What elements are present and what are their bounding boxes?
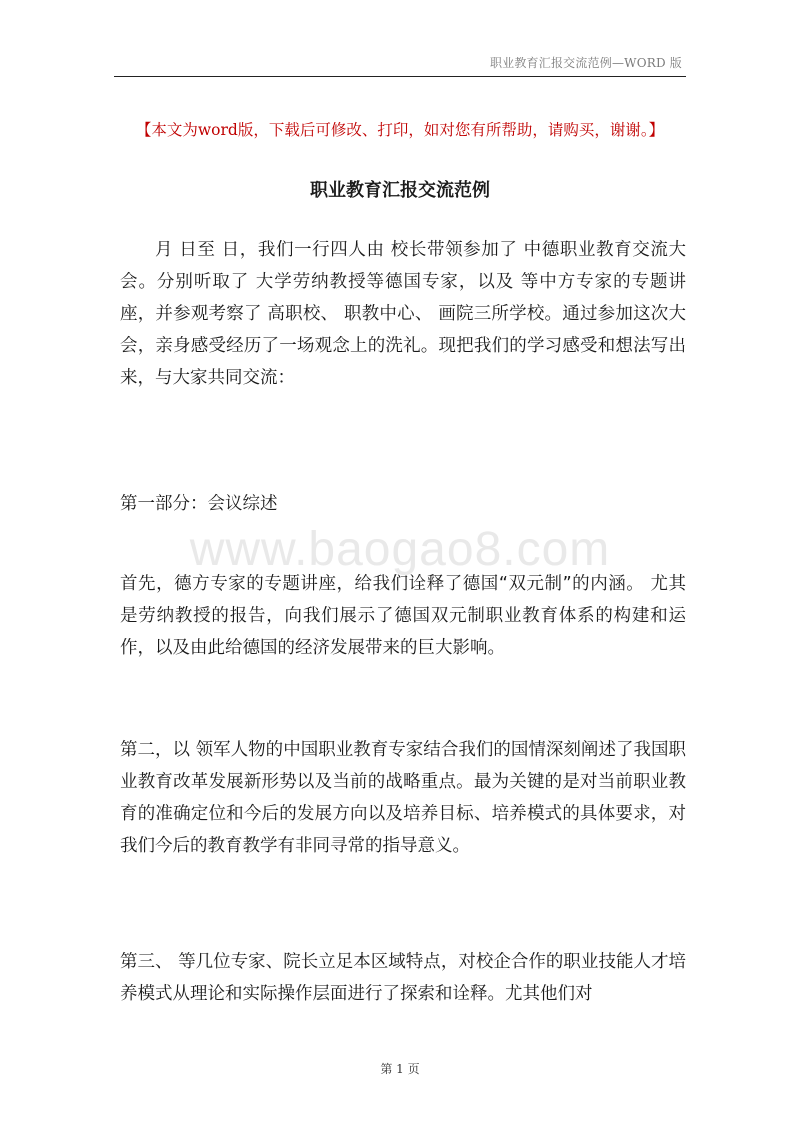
running-header: 职业教育汇报交流范例—WORD 版 <box>489 56 682 70</box>
paragraph-first: 首先，德方专家的专题讲座，给我们诠释了德国“双元制”的内涵。 尤其是劳纳教授的报告，向我们展示了德国双元制职业教育体系的构建和运作，以及由此给德国的经济发展带来的巨大影响。 <box>120 574 686 658</box>
download-notice: 【本文为word版，下载后可修改、打印，如对您有所帮助，请购买，谢谢。】 <box>135 121 665 139</box>
paragraph-third: 第三、 等几位专家、院长立足本区域特点，对校企合作的职业技能人才培养模式从理论和实际操作层面进行了探索和诠释。尤其他们对 <box>120 952 686 1004</box>
document-title: 职业教育汇报交流范例 <box>310 180 490 201</box>
page-number: 第 1 页 <box>380 1062 420 1076</box>
section-heading: 第一部分：会议综述 <box>120 494 278 514</box>
paragraph-intro: 月 日至 日，我们一行四人由 校长带领参加了 中德职业教育交流大会。分别听取了 大学劳纳教授等德国专家，以及 等中方专家的专题讲座，并参观考察了 高职校、 职教中心、 画院三所学校。通过参加这次大会，亲身感受经历了一场观念上的洗礼。现把我们的学习感受和想法写出来，与大家共同交流： <box>120 240 686 388</box>
header-divider <box>114 76 686 77</box>
watermark: www.baogao8.com <box>189 523 611 576</box>
paragraph-second: 第二，以 领军人物的中国职业教育专家结合我们的国情深刻阐述了我国职业教育改革发展新形势以及当前的战略重点。最为关键的是对当前职业教育的准确定位和今后的发展方向以及培养目标、培养模式的具体要求，对我们今后的教育教学有非同寻常的指导意义。 <box>120 740 686 856</box>
